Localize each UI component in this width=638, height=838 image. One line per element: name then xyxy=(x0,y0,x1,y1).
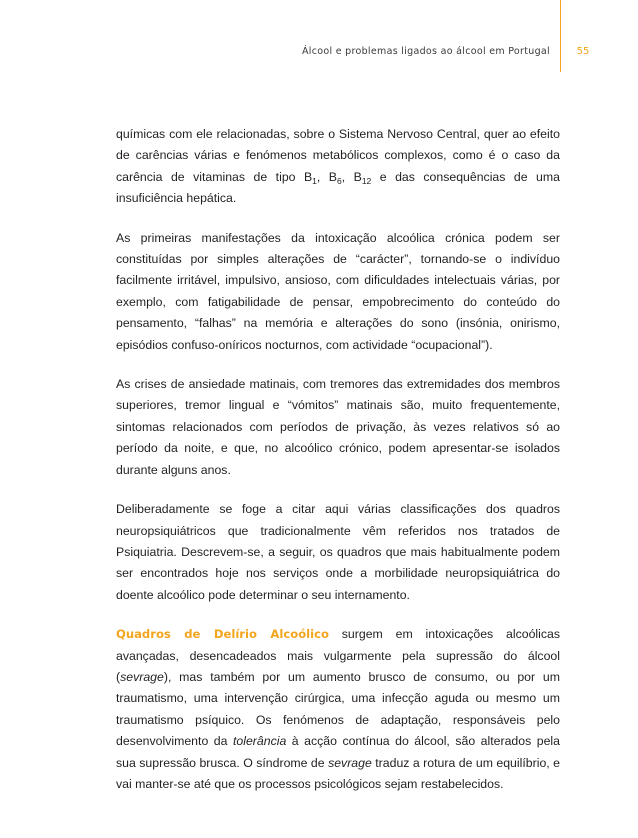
section-heading: Quadros de Delírio Alcoólico xyxy=(116,627,329,642)
p5-emphasis-tolerancia: tolerância xyxy=(232,734,287,749)
p1-sub-12: 12 xyxy=(361,175,372,186)
page-number: 55 xyxy=(576,46,590,57)
p1-text-a: químicas com ele relacionadas, sobre o Sistema Nervoso Central, quer ao efeito de carências várias e fenómenos metabólicos complexos, como é o caso da carência de vitaminas de tipo B xyxy=(116,127,560,184)
paragraph-4: Deliberadamente se foge a citar aqui várias classificações dos quadros neuropsiquiátricos que tradicionalmente vêm referidos nos tratados de Psiquiatria. Descrevem-se, a seguir, os quadros que mais habitualmente podem ser encontrados hoje nos serviços onde a morbilidade neuropsiquiátrica do doente alcoólico pode determinar o seu internamento. xyxy=(116,502,560,602)
running-head: Álcool e problemas ligados ao álcool em Portugal xyxy=(301,46,550,57)
p5-emphasis-sevrage: sevrage xyxy=(120,669,164,684)
p1-sub-1: 1 xyxy=(312,175,317,186)
paragraph-1 xyxy=(116,124,560,210)
paragraph-2: As primeiras manifestações da intoxicação alcoólica crónica podem ser constituídas por simples alterações de “carácter”, tornando-se o indivíduo facilmente irritável, impulsivo, ansioso, com dificuldades intelectuais várias, por exemplo, com fatigabilidade de pensar, empobrecimento do conteúdo do pensamento, “falhas” na memória e alterações do sono (insónia, onirismo, episódios confuso-oníricos nocturnos, com actividade “ocupacional”). xyxy=(116,230,560,352)
p5-text-c: à acção contínua do álcool, são alterados pela sua supressão brusca. O síndrome de xyxy=(116,734,561,770)
paragraph-5 xyxy=(116,624,560,795)
p1-sub-6: 6 xyxy=(337,175,342,186)
p5-text-b: ), mas também por um aumento brusco de consumo, ou por um traumatismo, uma intervenção cirúrgica, uma infecção aguda ou mesmo um traumatismo psíquico. Os fenómenos de adaptação, responsáveis pelo desenvolvimento da xyxy=(116,669,560,749)
header-rule xyxy=(560,0,561,72)
p1-text-b: , B xyxy=(316,169,337,184)
p5-emphasis-sevrage-2: sevrage xyxy=(328,755,372,770)
p1-text-c: , B xyxy=(341,169,362,184)
body-text xyxy=(116,124,560,813)
p5-text-a: surgem em intoxicações alcoólicas avançadas, desencadeados mais vulgarmente pela supressão do álcool ( xyxy=(116,627,561,684)
p1-text-d: e das consequências de uma insuficiência hepática. xyxy=(116,169,560,206)
p5-text-d: traduz a rotura de um equilíbrio, e vai manter-se até que os processos psicológicos sejam restabelecidos. xyxy=(116,755,560,791)
paragraph-3: As crises de ansiedade matinais, com tremores das extremidades dos membros superiores, tremor lingual e “vómitos” matinais são, muito frequentemente, sintomas relacionados com períodos de privação, às vezes relativos só ao período da noite, e que, no alcoólico crónico, podem apresentar-se isolados durante alguns anos. xyxy=(116,377,560,477)
